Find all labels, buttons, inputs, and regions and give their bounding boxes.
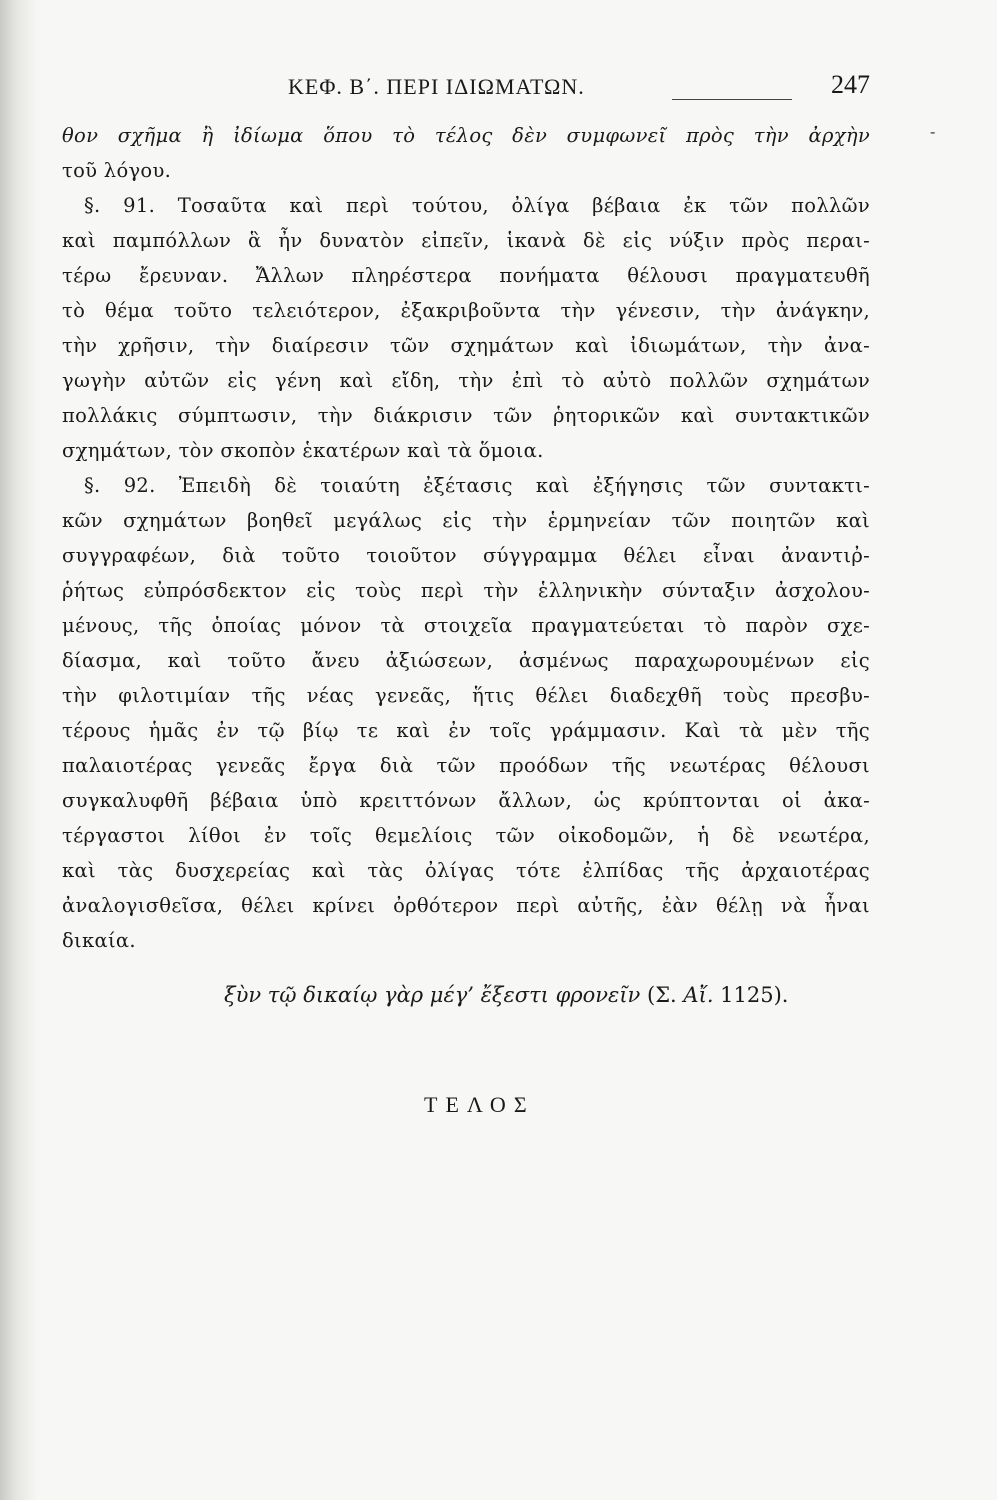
gutter-shadow — [0, 0, 38, 1500]
text-line: ῥήτως εὐπρόσδεκτον εἰς τοὺς περὶ τὴν ἑλληνικὴν σύνταξιν ἀσχολου- — [62, 579, 870, 602]
text-line: καὶ τὰς δυσχερείας καὶ τὰς ὀλίγας τότε ἐλπίδας τῆς ἀρχαιοτέρας — [62, 859, 870, 882]
text-line: παλαιοτέρας γενεᾶς ἔργα διὰ τῶν προόδων τῆς νεωτέρας θέλουσι — [62, 754, 870, 777]
text-line: γωγὴν αὐτῶν εἰς γένη καὶ εἴδη, τὴν ἐπὶ τὸ αὐτὸ πολλῶν σχημάτων — [62, 369, 870, 392]
paragraph-92-start: §. 92. Ἐπειδὴ δὲ τοιαύτη ἐξέτασις καὶ ἐξήγησις τῶν συντακτι- — [84, 474, 870, 497]
text-line: ἀναλογισθεῖσα, θέλει κρίνει ὀρθότερον περὶ αὐτῆς, ἐὰν θέλῃ νὰ ἦναι — [62, 894, 870, 917]
text-line: καὶ παμπόλλων ἃ ἦν δυνατὸν εἰπεῖν, ἱκανὰ δὲ εἰς νύξιν πρὸς περαι- — [62, 229, 870, 252]
text-line: δίασμα, καὶ τοῦτο ἄνευ ἀξιώσεων, ἀσμένως παραχωρουμένων εἰς — [62, 649, 870, 672]
text-line: δικαία. — [62, 929, 136, 952]
verse-quotation — [224, 983, 789, 1007]
quote-reference: 1125). — [713, 983, 789, 1007]
text-line: συγγραφέων, διὰ τοῦτο τοιοῦτον σύγγραμμα θέλει εἶναι ἀναντιῤ- — [62, 544, 870, 567]
text-line: τοῦ λόγου. — [62, 159, 172, 182]
body-text — [62, 118, 870, 958]
text-line: πολλάκις σύμπτωσιν, τὴν διάκρισιν τῶν ῥητορικῶν καὶ συντακτικῶν — [62, 404, 870, 427]
text-line: τὴν φιλοτιμίαν τῆς νέας γενεᾶς, ἥτις θέλει διαδεχθῆ τοὺς πρεσβυ- — [62, 684, 870, 707]
text-line: μένους, τῆς ὁποίας μόνον τὰ στοιχεῖα πραγματεύεται τὸ παρὸν σχε- — [62, 614, 870, 637]
text-line: τὸ θέμα τοῦτο τελειότερον, ἐξακριβοῦντα τὴν γένεσιν, τὴν ἀνάγκην, — [62, 299, 870, 322]
margin-mark: - — [930, 122, 936, 141]
running-head — [60, 70, 870, 106]
text-line: θον σχῆμα ἢ ἰδίωμα ὅπου τὸ τέλος δὲν συμφωνεῖ πρὸς τὴν ἀρχὴν — [62, 124, 870, 147]
text-line: σχημάτων, τὸν σκοπὸν ἑκατέρων καὶ τὰ ὅμοια. — [62, 439, 544, 462]
header-rule — [672, 99, 792, 100]
end-mark: ΤΕΛΟΣ — [424, 1092, 535, 1117]
text-line: κῶν σχημάτων βοηθεῖ μεγάλως εἰς τὴν ἑρμηνείαν τῶν ποιητῶν καὶ — [62, 509, 870, 532]
quote-verse: ξὺν τῷ δικαίῳ γὰρ μέγ’ ἔξεστι φρονεῖν — [224, 983, 641, 1007]
running-title: ΚΕΦ. Β΄. ΠΕΡΙ ΙΔΙΩΜΑΤΩΝ. — [288, 74, 585, 99]
quote-work: Αἴ. — [683, 983, 714, 1007]
text-line: τέργαστοι λίθοι ἐν τοῖς θεμελίοις τῶν οἰκοδομῶν, ἡ δὲ νεωτέρα, — [62, 824, 870, 847]
text-line: τὴν χρῆσιν, τὴν διαίρεσιν τῶν σχημάτων καὶ ἰδιωμάτων, τὴν ἀνα- — [62, 334, 870, 357]
text-line: τέρους ἡμᾶς ἐν τῷ βίῳ τε καὶ ἐν τοῖς γράμμασιν. Καὶ τὰ μὲν τῆς — [62, 719, 870, 742]
page-number: 247 — [831, 70, 870, 99]
text-line: τέρω ἔρευναν. Ἄλλων πληρέστερα πονήματα θέλουσι πραγματευθῆ — [62, 264, 870, 287]
text-line: συγκαλυφθῆ βέβαια ὑπὸ κρειττόνων ἄλλων, ὡς κρύπτονται οἱ ἀκα- — [62, 789, 870, 812]
quote-citation-open: (Σ. — [647, 983, 684, 1007]
paragraph-91-start: §. 91. Τοσαῦτα καὶ περὶ τούτου, ὀλίγα βέβαια ἐκ τῶν πολλῶν — [84, 194, 870, 217]
